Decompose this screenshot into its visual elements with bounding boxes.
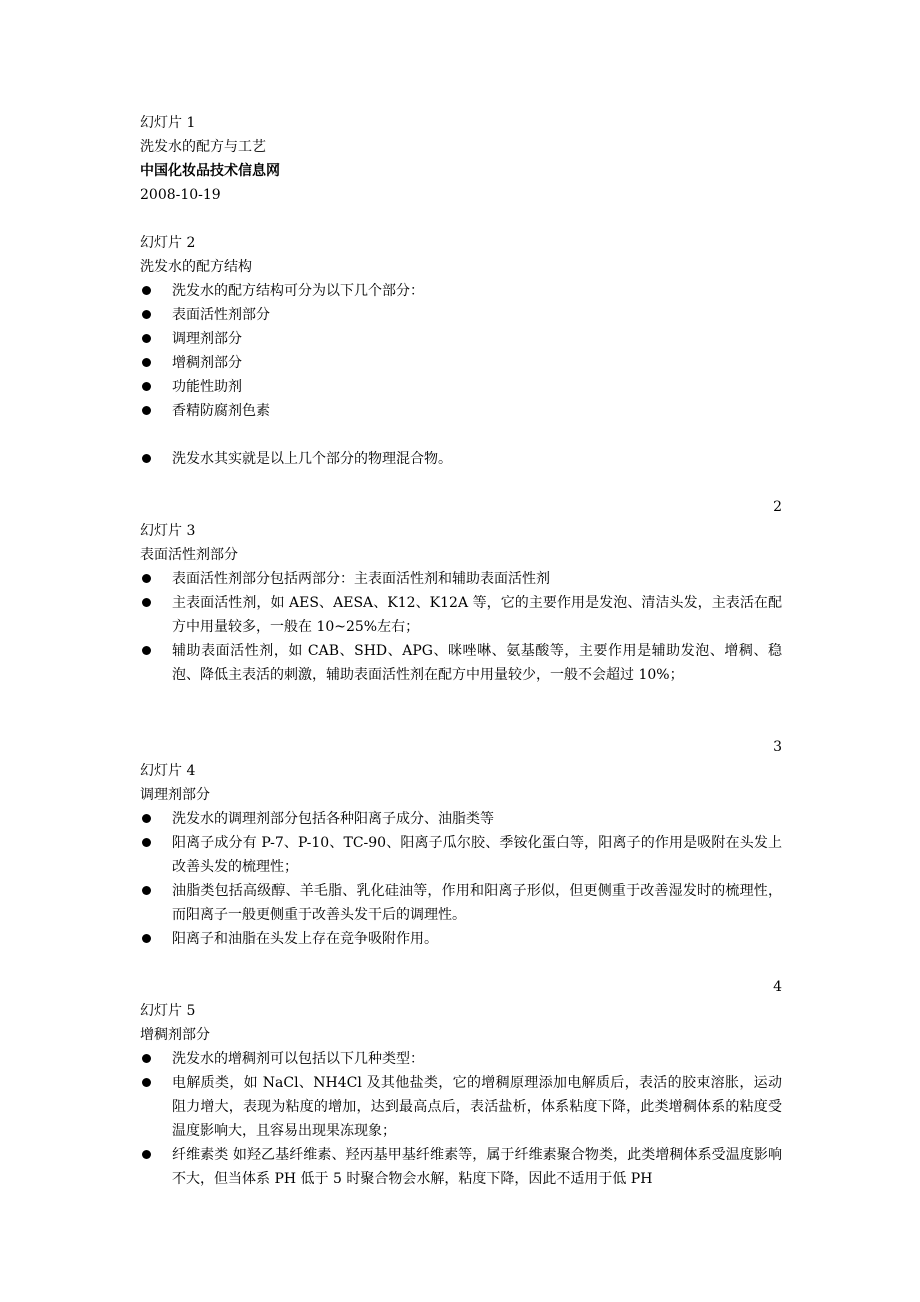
bullet-icon — [140, 447, 172, 471]
list-item-text: 调理剂部分 — [172, 331, 242, 347]
list-item — [140, 567, 782, 591]
bullet-icon — [140, 807, 172, 831]
list-item — [140, 1143, 782, 1191]
list-item-text: 油脂类包括高级醇、羊毛脂、乳化硅油等，作用和阳离子形似，但更侧重于改善湿发时的梳理性，而阳离子一般更侧重于改善头发干后的调理性。 — [172, 883, 782, 923]
list-item — [140, 879, 782, 927]
bullet-icon — [140, 639, 172, 663]
bullet-icon — [140, 351, 172, 375]
list-item — [140, 279, 782, 303]
slide-2-heading: 幻灯片 2 — [140, 235, 196, 251]
list-item-text: 主表面活性剂，如 AES、AESA、K12、K12A 等，它的主要作用是发泡、清洁头发，主表活在配方中用量较多，一般在 10~25%左右； — [172, 595, 782, 635]
list-item — [140, 399, 782, 423]
bullet-icon — [140, 591, 172, 615]
list-item — [140, 807, 782, 831]
slide-1-date: 2008-10-19 — [140, 187, 221, 203]
slide-2-summary: 洗发水其实就是以上几个部分的物理混合物。 — [172, 451, 452, 467]
list-item-text: 阳离子成分有 P-7、P-10、TC-90、阳离子瓜尔胶、季铵化蛋白等，阳离子的作用是吸附在头发上改善头发的梳理性； — [172, 835, 782, 875]
list-item-text: 表面活性剂部分包括两部分：主表面活性剂和辅助表面活性剂 — [172, 571, 550, 587]
slide-5-title: 增稠剂部分 — [140, 1027, 210, 1043]
slide-1-section — [140, 111, 782, 207]
list-item-text: 增稠剂部分 — [172, 355, 242, 371]
list-item-text: 洗发水的配方结构可分为以下几个部分： — [172, 283, 424, 299]
bullet-icon — [140, 375, 172, 399]
list-item — [140, 1047, 782, 1071]
slide-4-section — [140, 759, 782, 999]
slide-4-heading: 幻灯片 4 — [140, 763, 196, 779]
list-item-text: 纤维素类 如羟乙基纤维素、羟丙基甲基纤维素等，属于纤维素聚合物类，此类增稠体系受温度影响不大，但当体系 PH 低于 5 时聚合物会水解，粘度下降，因此不适用于低 PH — [172, 1147, 782, 1187]
list-item-text: 功能性助剂 — [172, 379, 242, 395]
bullet-icon — [140, 279, 172, 303]
slide-3-section — [140, 519, 782, 759]
slide-1-title: 洗发水的配方与工艺 — [140, 139, 266, 155]
list-item — [140, 447, 782, 471]
slide-5-heading: 幻灯片 5 — [140, 1003, 196, 1019]
list-item-text: 阳离子和油脂在头发上存在竞争吸附作用。 — [172, 931, 438, 947]
list-item — [140, 591, 782, 639]
page-number: 4 — [773, 979, 782, 995]
list-item — [140, 831, 782, 879]
bullet-icon — [140, 399, 172, 423]
bullet-icon — [140, 1071, 172, 1095]
bullet-icon — [140, 1047, 172, 1071]
slide-2-title: 洗发水的配方结构 — [140, 259, 252, 275]
slide-1-source: 中国化妆品技术信息网 — [140, 163, 280, 179]
list-item-text: 辅助表面活性剂，如 CAB、SHD、APG、咪唑啉、氨基酸等，主要作用是辅助发泡、增稠、稳泡、降低主表活的刺激，辅助表面活性剂在配方中用量较少，一般不会超过 10%； — [172, 643, 782, 683]
bullet-icon — [140, 879, 172, 903]
slide-3-title: 表面活性剂部分 — [140, 547, 238, 563]
bullet-icon — [140, 303, 172, 327]
slide-4-title: 调理剂部分 — [140, 787, 210, 803]
list-item — [140, 351, 782, 375]
slide-2-section — [140, 231, 782, 519]
slide-5-section — [140, 999, 782, 1191]
list-item-text: 电解质类，如 NaCl、NH4Cl 及其他盐类，它的增稠原理添加电解质后，表活的胶束溶胀，运动阻力增大，表现为粘度的增加，达到最高点后，表活盐析，体系粘度下降，此类增稠体系的粘度受温度影响大，且容易出现果冻现象； — [172, 1075, 782, 1139]
list-item — [140, 927, 782, 951]
bullet-icon — [140, 1143, 172, 1167]
list-item — [140, 1071, 782, 1143]
list-item — [140, 375, 782, 399]
slide-3-heading: 幻灯片 3 — [140, 523, 196, 539]
list-item-text: 表面活性剂部分 — [172, 307, 270, 323]
page-number: 3 — [773, 739, 782, 755]
list-item-text: 洗发水的增稠剂可以包括以下几种类型： — [172, 1051, 424, 1067]
document-page — [140, 111, 782, 1191]
list-item — [140, 303, 782, 327]
bullet-icon — [140, 831, 172, 855]
list-item — [140, 327, 782, 351]
list-item-text: 洗发水的调理剂部分包括各种阳离子成分、油脂类等 — [172, 811, 494, 827]
bullet-icon — [140, 927, 172, 951]
list-item — [140, 639, 782, 687]
page-number: 2 — [773, 499, 782, 515]
slide-1-heading: 幻灯片 1 — [140, 115, 196, 131]
bullet-icon — [140, 327, 172, 351]
list-item-text: 香精防腐剂色素 — [172, 403, 270, 419]
bullet-icon — [140, 567, 172, 591]
